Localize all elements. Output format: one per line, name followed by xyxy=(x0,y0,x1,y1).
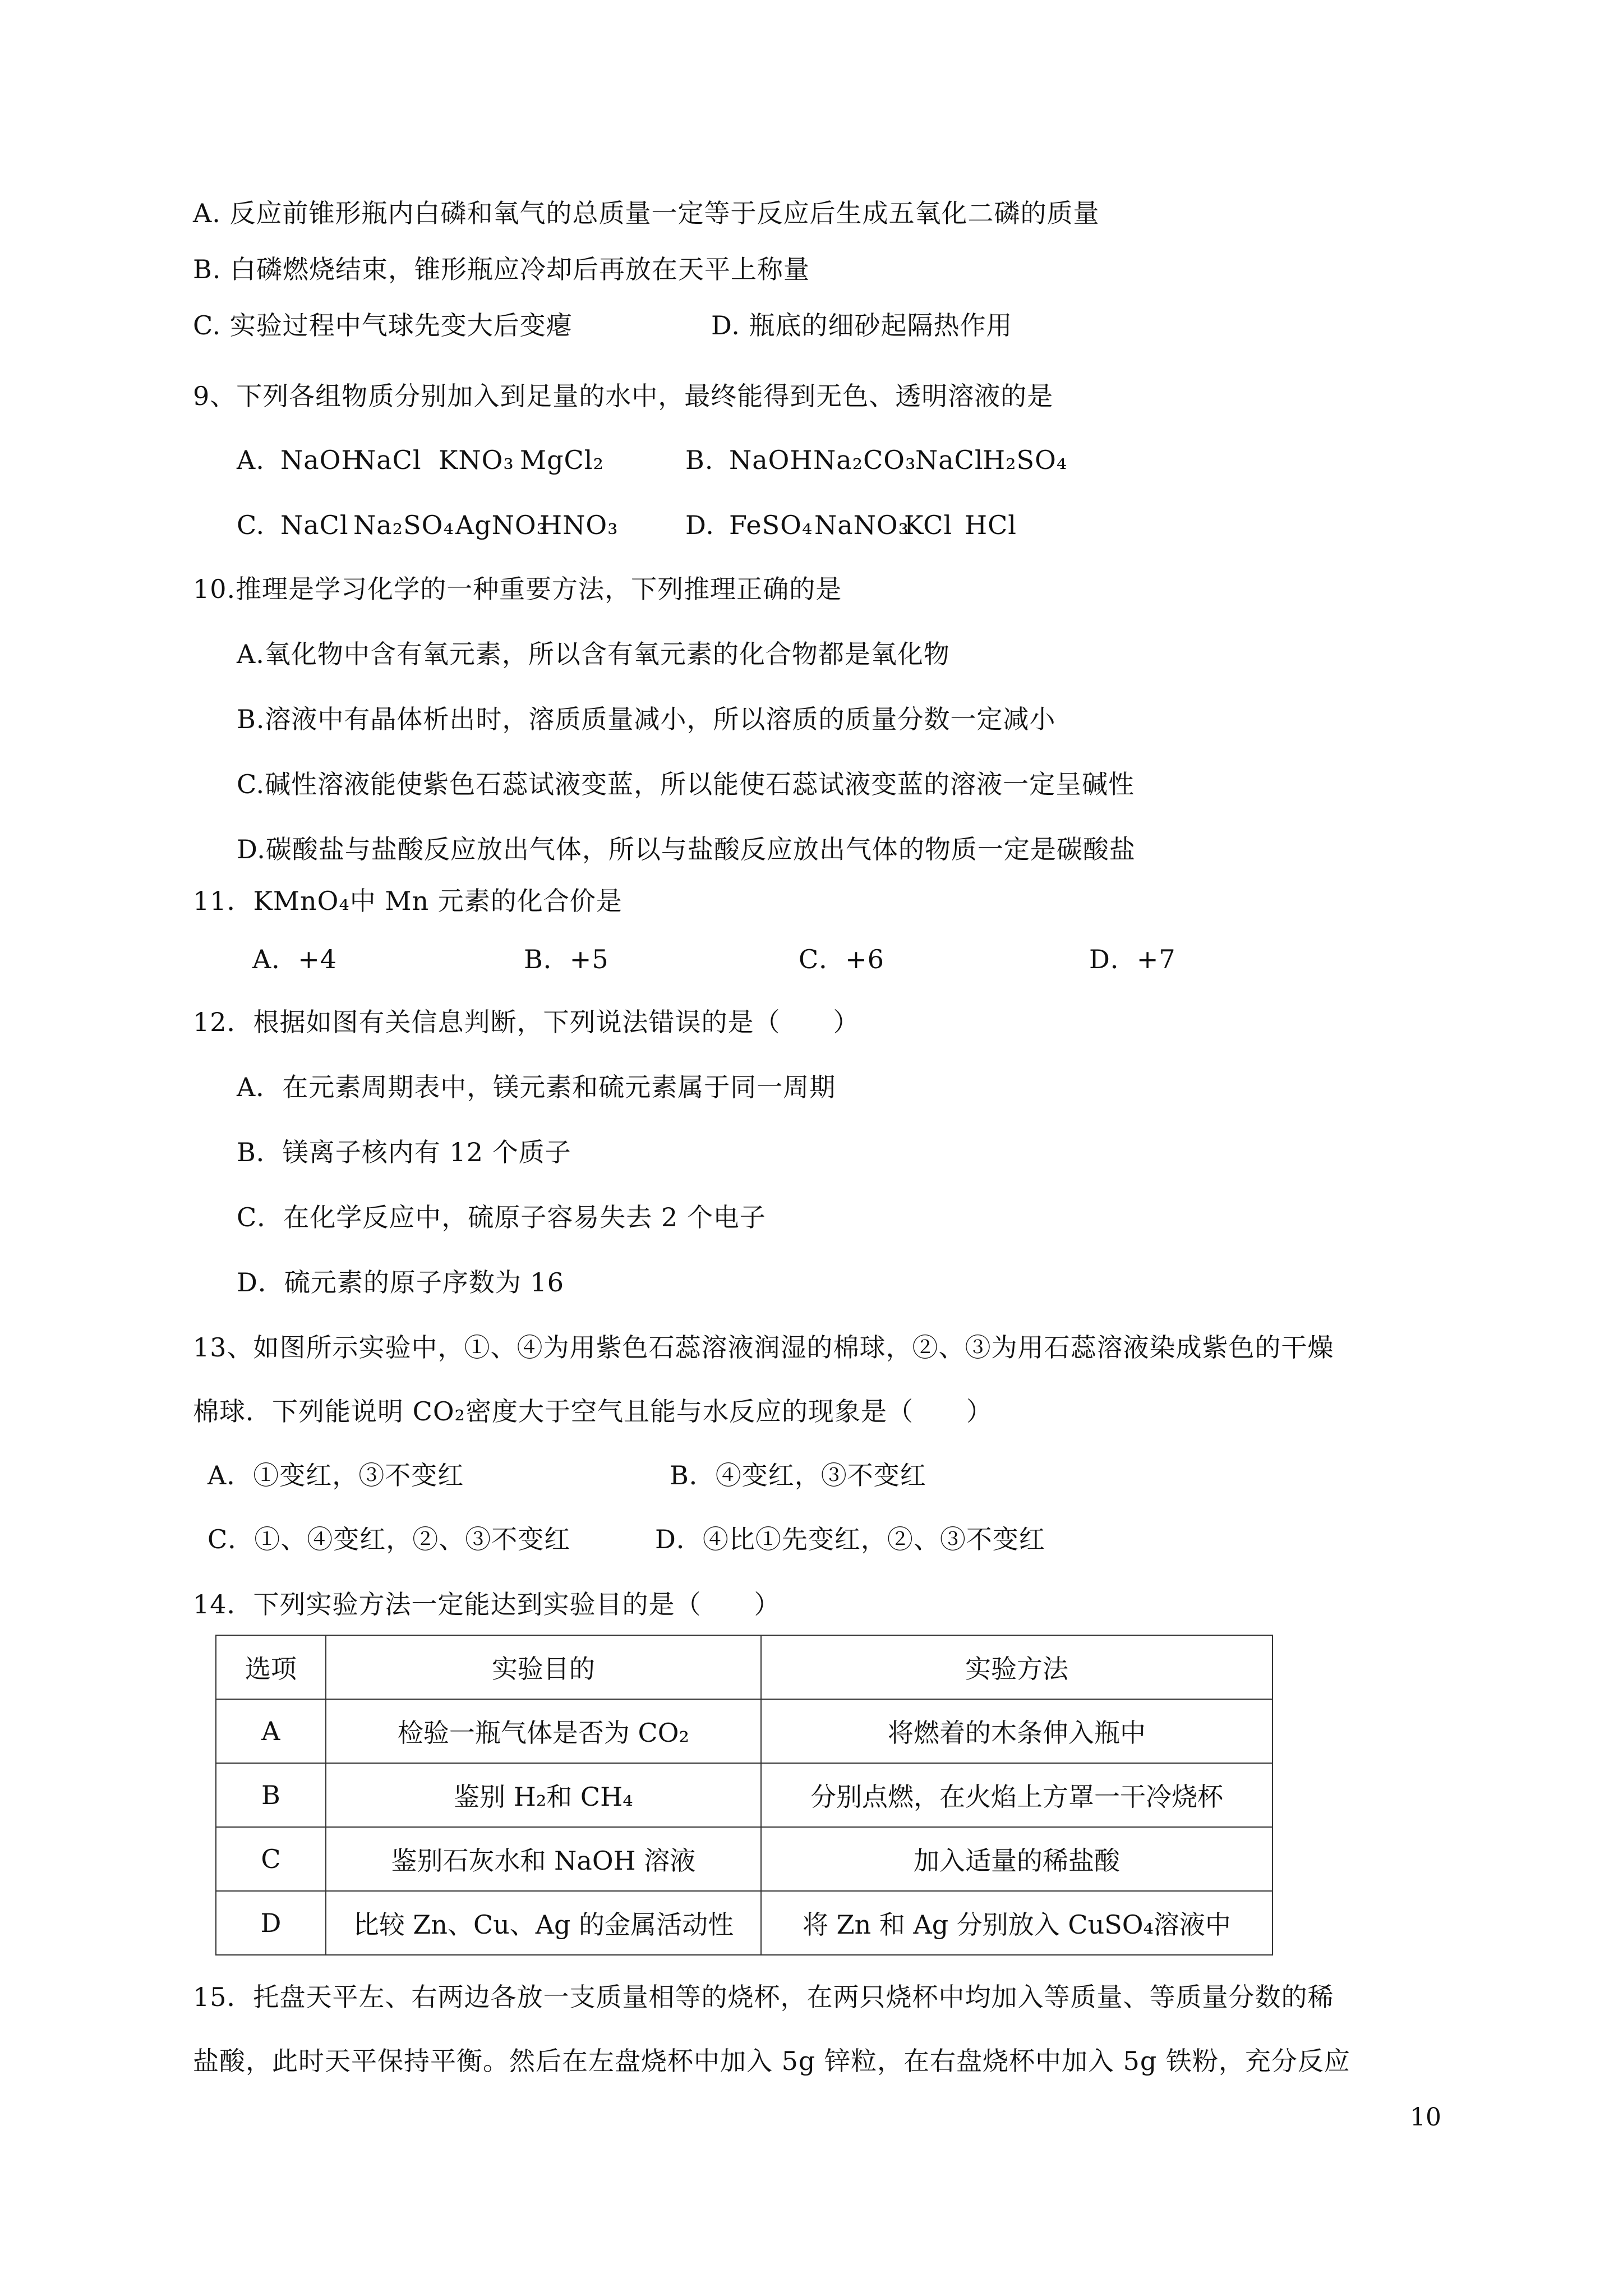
q8-option-c: C. 实验过程中气球先变大后变瘪 xyxy=(193,310,573,341)
q9-a-item: MgCl₂ xyxy=(520,445,604,475)
q9-b-item: NaOH xyxy=(729,445,813,475)
table-cell: 鉴别 H₂和 CH₄ xyxy=(326,1763,761,1827)
table-cell: 比较 Zn、Cu、Ag 的金属活动性 xyxy=(326,1891,761,1955)
table-cell: A xyxy=(216,1699,326,1763)
table-cell: 分别点燃，在火焰上方罩一干冷烧杯 xyxy=(761,1763,1272,1827)
q12-option-b: B．镁离子核内有 12 个质子 xyxy=(237,1137,571,1167)
table-header-cell: 实验方法 xyxy=(761,1635,1272,1699)
q9-c-item: AgNO₃ xyxy=(455,510,548,540)
q11-option-b: B．+5 xyxy=(524,944,609,974)
q13-option-b: B．④变红，③不变红 xyxy=(670,1460,926,1490)
q9-stem: 9、下列各组物质分别加入到足量的水中，最终能得到无色、透明溶液的是 xyxy=(193,381,1054,411)
q13-option-a: A．①变红，③不变红 xyxy=(208,1460,464,1490)
table-cell: C xyxy=(216,1827,326,1891)
q12-option-d: D．硫元素的原子序数为 16 xyxy=(237,1267,565,1297)
q10-option-c: C.碱性溶液能使紫色石蕊试液变蓝，所以能使石蕊试液变蓝的溶液一定呈碱性 xyxy=(237,769,1135,799)
table-cell: 加入适量的稀盐酸 xyxy=(761,1827,1272,1891)
q9-option-c-letter: C. xyxy=(237,510,265,540)
q11-stem: 11．KMnO₄中 Mn 元素的化合价是 xyxy=(193,886,623,916)
q8-option-a: A. 反应前锥形瓶内白磷和氧气的总质量一定等于反应后生成五氧化二磷的质量 xyxy=(193,198,1100,228)
q15-line1: 15．托盘天平左、右两边各放一支质量相等的烧杯，在两只烧杯中均加入等质量、等质量分数的稀 xyxy=(193,1982,1334,2012)
table-row xyxy=(216,1763,1272,1827)
q13-stem-line2: 棉球．下列能说明 CO₂密度大于空气且能与水反应的现象是（ ） xyxy=(193,1396,993,1427)
q10-option-b: B.溶液中有晶体析出时，溶质质量减小，所以溶质的质量分数一定减小 xyxy=(237,704,1056,734)
q10-option-a: A.氧化物中含有氧元素，所以含有氧元素的化合物都是氧化物 xyxy=(237,639,950,669)
q14-table xyxy=(215,1635,1273,1955)
table-row xyxy=(216,1827,1272,1891)
q9-b-item: NaCl xyxy=(915,445,984,475)
q12-option-a: A．在元素周期表中，镁元素和硫元素属于同一周期 xyxy=(237,1072,836,1102)
q13-option-d: D．④比①先变红，②、③不变红 xyxy=(655,1524,1045,1554)
table-header-cell: 选项 xyxy=(216,1635,326,1699)
table-cell: D xyxy=(216,1891,326,1955)
table-header-cell: 实验目的 xyxy=(326,1635,761,1699)
q8-option-d: D. 瓶底的细砂起隔热作用 xyxy=(711,310,1013,341)
table-header-row xyxy=(216,1635,1272,1699)
q9-d-item: FeSO₄ xyxy=(729,510,813,540)
q8-option-b: B. 白磷燃烧结束，锥形瓶应冷却后再放在天平上称量 xyxy=(193,254,810,284)
table-row xyxy=(216,1891,1272,1955)
q13-option-c: C．①、④变红，②、③不变红 xyxy=(208,1524,571,1554)
q11-option-c: C．+6 xyxy=(799,944,885,974)
q10-stem: 10.推理是学习化学的一种重要方法，下列推理正确的是 xyxy=(193,574,842,604)
q9-b-item: Na₂CO₃ xyxy=(813,445,916,475)
table-cell: 将燃着的木条伸入瓶中 xyxy=(761,1699,1272,1763)
table-row xyxy=(216,1699,1272,1763)
q9-d-item: NaNO₃ xyxy=(814,510,910,540)
q9-c-item: NaCl xyxy=(280,510,349,540)
q9-option-a-letter: A. xyxy=(237,445,265,475)
page-number: 10 xyxy=(1410,2103,1441,2132)
q12-stem: 12．根据如图有关信息判断，下列说法错误的是（ ） xyxy=(193,1007,860,1037)
table-cell: B xyxy=(216,1763,326,1827)
q9-option-b-letter: B. xyxy=(685,445,714,475)
q12-option-c: C．在化学反应中，硫原子容易失去 2 个电子 xyxy=(237,1202,766,1232)
q9-c-item: HNO₃ xyxy=(540,510,619,540)
q9-d-item: KCl xyxy=(904,510,953,540)
table-cell: 将 Zn 和 Ag 分别放入 CuSO₄溶液中 xyxy=(761,1891,1272,1955)
q14-stem: 14．下列实验方法一定能达到实验目的是（ ） xyxy=(193,1589,781,1619)
q11-option-a: A．+4 xyxy=(252,944,338,974)
table-cell: 鉴别石灰水和 NaOH 溶液 xyxy=(326,1827,761,1891)
q13-stem-line1: 13、如图所示实验中，①、④为用紫色石蕊溶液润湿的棉球，②、③为用石蕊溶液染成紫色的干燥 xyxy=(193,1332,1334,1363)
q15-line2: 盐酸，此时天平保持平衡。然后在左盘烧杯中加入 5g 锌粒，在右盘烧杯中加入 5g 铁粉，充分反应 xyxy=(193,2046,1350,2076)
q10-option-d: D.碳酸盐与盐酸反应放出气体，所以与盐酸反应放出气体的物质一定是碳酸盐 xyxy=(237,834,1136,864)
q11-option-d: D．+7 xyxy=(1089,944,1176,974)
q9-c-item: Na₂SO₄ xyxy=(353,510,454,540)
q9-a-item: NaOH xyxy=(280,445,365,475)
q9-a-item: NaCl xyxy=(353,445,422,475)
q9-a-item: KNO₃ xyxy=(439,445,514,475)
q9-d-item: HCl xyxy=(965,510,1017,540)
q9-option-d-letter: D. xyxy=(685,510,714,540)
table-cell: 检验一瓶气体是否为 CO₂ xyxy=(326,1699,761,1763)
q9-b-item: H₂SO₄ xyxy=(983,445,1068,475)
